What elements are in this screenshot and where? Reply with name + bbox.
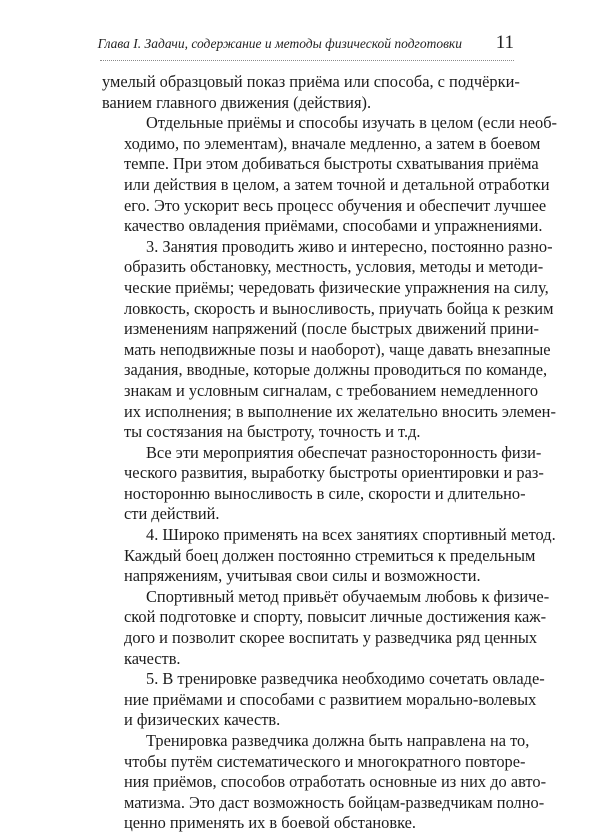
paragraph xyxy=(102,72,520,113)
paragraph xyxy=(102,669,545,731)
text-line: умелый образцовый показ приёма или способа, с подчёрки- xyxy=(102,72,520,91)
text-line: матизма. Это даст возможность бойцам-разведчикам полно- xyxy=(124,792,545,812)
text-line: темпе. При этом добиваться быстроты схватывания приёма xyxy=(124,154,539,174)
page-number: 11 xyxy=(495,32,514,53)
text-line: мать неподвижные позы и наоборот), чаще давать внезапные xyxy=(124,339,551,359)
text-line: или действия в целом, а затем точной и детальной отработки xyxy=(124,174,550,194)
text-line: ской подготовке и спорту, повысит личные достижения каж- xyxy=(124,607,547,627)
text-line: задания, вводные, которые должны проводиться по команде, xyxy=(124,360,548,380)
text-line: и физических качеств. xyxy=(124,710,281,730)
body-text xyxy=(102,72,557,834)
text-line: их исполнения; в выполнение их желательно вносить элемен- xyxy=(124,401,556,421)
text-line: Каждый боец должен постоянно стремиться к предельным xyxy=(124,545,536,565)
paragraph xyxy=(102,586,550,669)
text-line: Спортивный метод привьёт обучаемым любовь к физиче- xyxy=(146,586,550,606)
text-line: Все эти мероприятия обеспечат разносторонность физи- xyxy=(146,442,542,462)
text-line: ловкость, скорость и выносливость, приучать бойца к резким xyxy=(124,298,554,318)
running-head xyxy=(97,32,514,56)
text-line: 5. В тренировке разведчика необходимо сочетать овладе- xyxy=(146,669,545,689)
text-line: изменениям напряжений (после быстрых движений прини- xyxy=(124,319,539,339)
text-line: Отдельные приёмы и способы изучать в целом (если необ- xyxy=(146,113,557,133)
text-line: образить обстановку, местность, условия, методы и методи- xyxy=(124,257,544,277)
text-line: ты состязания на быстроту, точность и т.д. xyxy=(124,422,421,442)
header-divider xyxy=(100,60,514,61)
text-line: носторонню выносливость в силе, скорости и длительно- xyxy=(124,483,526,503)
text-line: качеств. xyxy=(124,648,181,668)
text-line: его. Это ускорит весь процесс обучения и обеспечит лучшее xyxy=(124,195,547,215)
text-line: знакам и условным сигналам, с требованием немедленного xyxy=(124,380,539,400)
running-title: Глава I. Задачи, содержание и методы физической подготовки xyxy=(97,36,462,51)
text-line: ванием главного движения (действия). xyxy=(102,92,372,112)
text-line: ние приёмами и способами с развитием морально-волевых xyxy=(124,689,537,709)
paragraph xyxy=(102,442,544,525)
text-line: 3. Занятия проводить живо и интересно, постоянно разно- xyxy=(146,236,553,256)
text-line: ходимо, по элементам), вначале медленно, а затем в боевом xyxy=(124,133,541,153)
paragraph xyxy=(102,236,556,443)
text-line: дого и позволит скорее воспитать у разведчика ряд ценных xyxy=(124,628,538,648)
paragraph xyxy=(102,525,556,587)
text-line: чтобы путём систематического и многократного повторе- xyxy=(124,751,526,771)
text-line: ческие приёмы; чередовать физические упражнения на силу, xyxy=(124,277,549,297)
text-line: сти действий. xyxy=(124,504,220,524)
text-line: ческого развития, выработку быстроты ориентировки и раз- xyxy=(124,463,544,483)
paragraph xyxy=(102,731,547,834)
text-line: напряжениям, учитывая свои силы и возможности. xyxy=(124,566,481,586)
text-line: 4. Широко применять на всех занятиях спортивный метод. xyxy=(146,525,556,545)
text-line: ценно применять их в боевой обстановке. xyxy=(124,813,416,833)
text-line: Тренировка разведчика должна быть направлена на то, xyxy=(146,731,530,750)
text-line: ния приёмов, способов отработать основные из них до авто- xyxy=(124,772,547,792)
paragraph xyxy=(102,113,557,237)
text-line: качество овладения приёмами, способами и упражнениями. xyxy=(124,216,543,236)
